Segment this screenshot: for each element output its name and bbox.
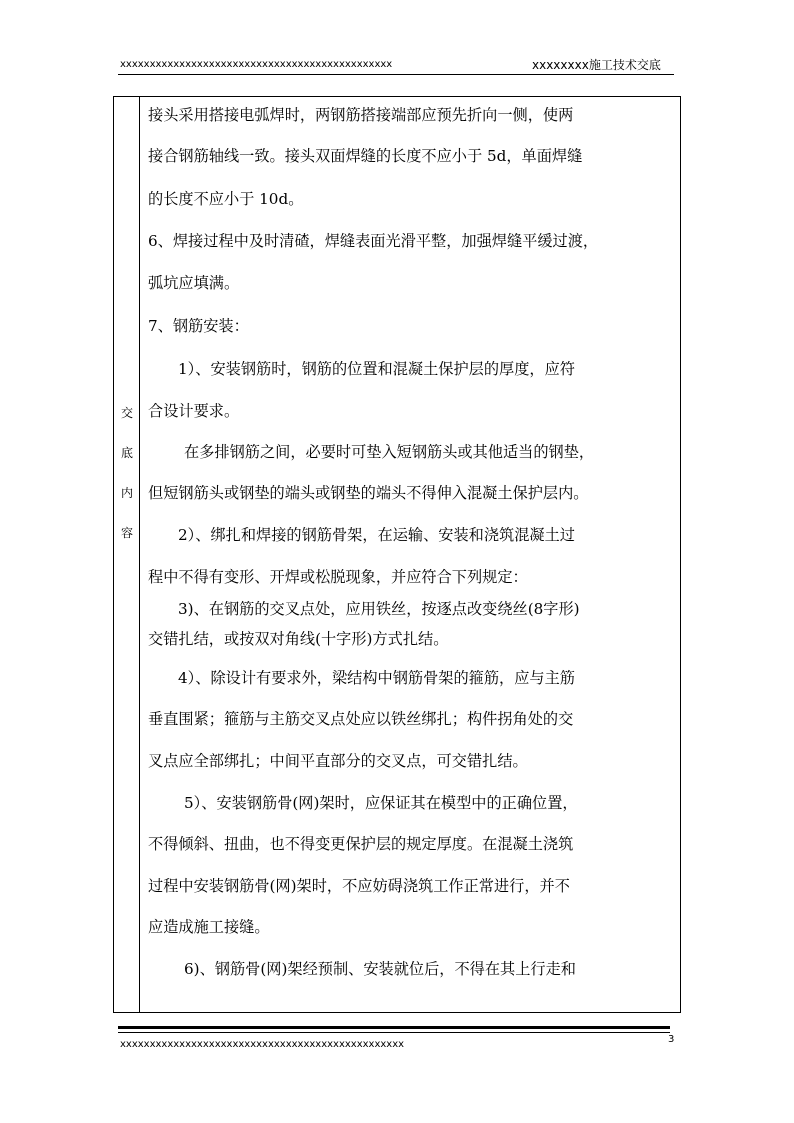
text-line: 2）、绑扎和焊接的钢筋骨架，在运输、安装和浇筑混凝土过	[178, 526, 575, 544]
text-line: 5）、安装钢筋骨(网)架时，应保证其在模型中的正确位置，	[184, 794, 578, 812]
text-line: 弧坑应填满。	[148, 274, 240, 292]
text-line: 在多排钢筋之间，必要时可垫入短钢筋头或其他适当的钢垫，	[184, 443, 595, 461]
text-line: 的长度不应小于 10d。	[148, 190, 304, 208]
text-line: 过程中安装钢筋骨(网)架时，不应妨碍浇筑工作正常进行，并不	[148, 877, 570, 895]
text-line: 接合钢筋轴线一致。接头双面焊缝的长度不应小于 5d，单面焊缝	[148, 147, 583, 165]
side-label-char: 底	[120, 446, 133, 460]
footer-left-text: xxxxxxxxxxxxxxxxxxxxxxxxxxxxxxxxxxxxxxxxxxxxxxxx	[120, 1039, 405, 1050]
text-line: 7、钢筋安装：	[148, 317, 249, 335]
text-line: 程中不得有变形、开焊或松脱现象，并应符合下列规定：	[148, 568, 528, 586]
text-line: 不得倾斜、扭曲，也不得变更保护层的规定厚度。在混凝土浇筑	[148, 835, 574, 853]
text-line: 6、焊接过程中及时清碴，焊缝表面光滑平整，加强焊缝平缓过渡，	[148, 232, 599, 250]
side-label-char: 内	[120, 486, 133, 500]
side-label-char: 容	[120, 526, 133, 540]
header-left-text: xxxxxxxxxxxxxxxxxxxxxxxxxxxxxxxxxxxxxxxxxxxxxx	[120, 59, 393, 70]
text-line: 但短钢筋头或钢垫的端头或钢垫的端头不得伸入混凝土保护层内。	[148, 484, 589, 502]
text-line: 垂直围紧；箍筋与主筋交叉点处应以铁丝绑扎；构件拐角处的交	[148, 710, 574, 728]
header-rule	[118, 74, 674, 75]
text-line: 接头采用搭接电弧焊时，两钢筋搭接端部应预先折向一侧，使两	[148, 106, 574, 124]
page-number: 3	[668, 1034, 675, 1045]
text-line: 合设计要求。	[148, 402, 240, 420]
table-column-divider	[139, 96, 140, 1013]
footer-rule-thin	[118, 1032, 670, 1033]
side-label-disclosure-content	[115, 406, 139, 566]
text-line: 6)、钢筋骨(网)架经预制、安装就位后，不得在其上行走和	[184, 960, 576, 978]
text-line: 3)、在钢筋的交叉点处，应用铁丝，按逐点改变绕丝(8字形)	[178, 600, 580, 618]
text-line: 叉点应全部绑扎；中间平直部分的交叉点，可交错扎结。	[148, 752, 528, 770]
text-line: 应造成施工接缝。	[148, 918, 270, 936]
text-line: 1）、安装钢筋时，钢筋的位置和混凝土保护层的厚度，应符	[178, 360, 575, 378]
footer-rule-thick	[118, 1026, 670, 1029]
text-line: 交错扎结，或按双对角线(十字形)方式扎结。	[148, 630, 449, 648]
text-line: 4）、除设计有要求外，梁结构中钢筋骨架的箍筋，应与主筋	[178, 669, 575, 687]
side-label-char: 交	[120, 406, 133, 420]
header-title: xxxxxxxx施工技术交底	[532, 58, 661, 72]
